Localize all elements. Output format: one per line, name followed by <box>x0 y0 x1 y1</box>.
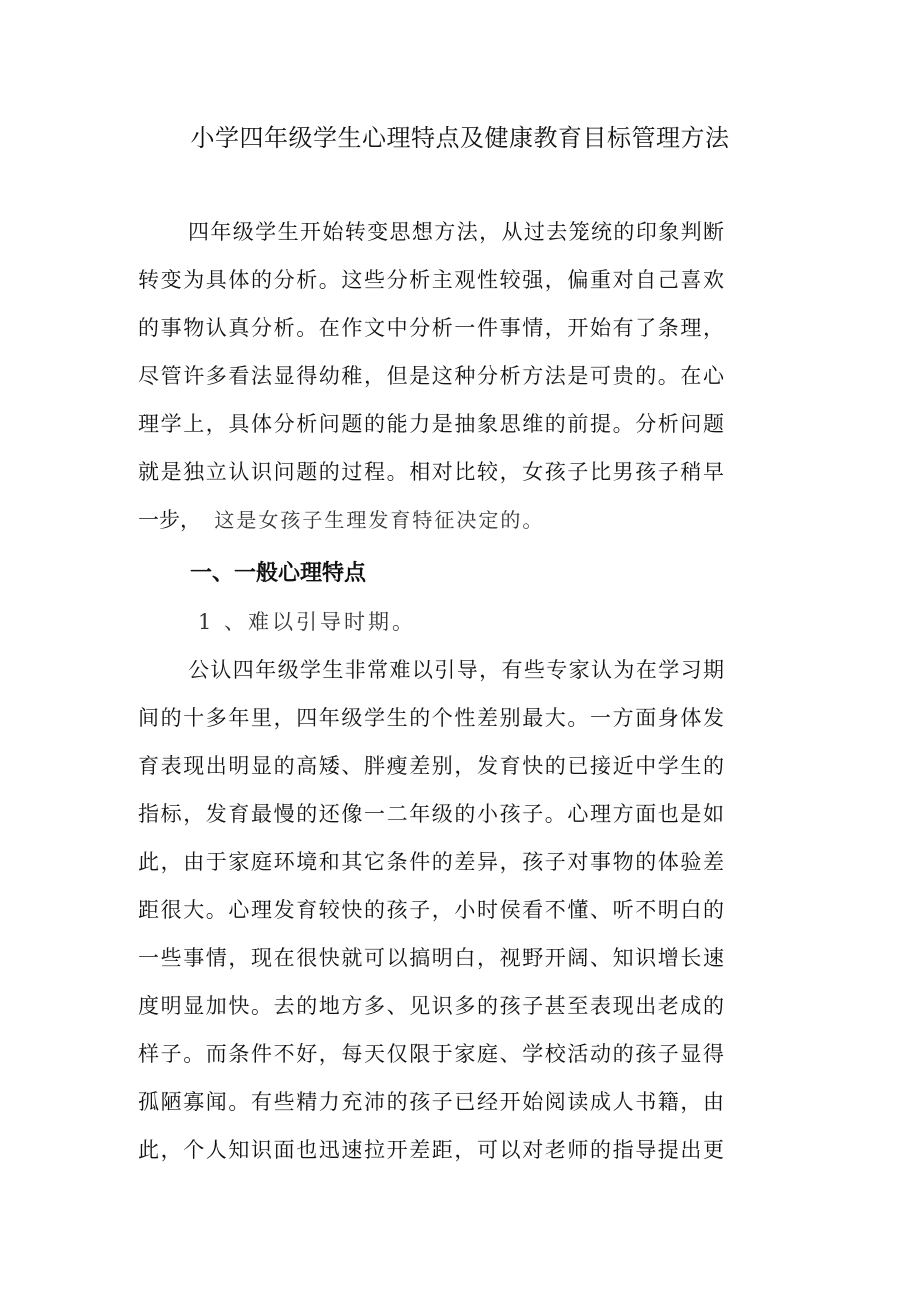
document-title: 小学四年级学生心理特点及健康教育目标管理方法 <box>190 124 730 152</box>
paragraph-line: 一些事情，现在很快就可以搞明白，视野开阔、知识增长速 <box>138 946 724 970</box>
paragraph-line: 孤陋寡闻。有些精力充沛的孩子已经开始阅读成人书籍，由 <box>138 1090 724 1114</box>
section-heading: 一、一般心理特点 <box>190 561 367 586</box>
paragraph-line: 指标，发育最慢的还像一二年级的小孩子。心理方面也是如 <box>138 802 724 826</box>
paragraph-line: 育表现出明显的高矮、胖瘦差别，发育快的已接近中学生的 <box>138 754 724 778</box>
paragraph-line: 度明显加快。去的地方多、见识多的孩子甚至表现出老成的 <box>138 994 724 1018</box>
subsection-heading: 1 、难以引导时期。 <box>198 610 417 634</box>
paragraph-line: 转变为具体的分析。这些分析主观性较强，偏重对自己喜欢 <box>138 268 724 292</box>
body-paragraph <box>138 646 724 1174</box>
paragraph-line: 的事物认真分析。在作文中分析一件事情，开始有了条理， <box>138 316 724 340</box>
paragraph-line: 此，个人知识面也迅速拉开差距，可以对老师的指导提出更 <box>138 1138 724 1162</box>
paragraph-line: 距很大。心理发育较快的孩子，小时侯看不懂、听不明白的 <box>138 898 724 922</box>
paragraph-line: 公认四年级学生非常难以引导，有些专家认为在学习期 <box>188 658 724 682</box>
paragraph-line: 此，由于家庭环境和其它条件的差异，孩子对事物的体验差 <box>138 850 724 874</box>
paragraph-text: 一步， <box>138 508 201 532</box>
paragraph-line: 理学上，具体分析问题的能力是抽象思维的前提。分析问题 <box>138 412 724 436</box>
paragraph-line: 间的十多年里，四年级学生的个性差别最大。一方面身体发 <box>138 706 724 730</box>
paragraph-line: 就是独立认识问题的过程。相对比较，女孩子比男孩子稍早 <box>138 460 724 484</box>
paragraph-last-line <box>138 496 724 544</box>
intro-paragraph <box>138 208 724 544</box>
paragraph-line: 样子。而条件不好，每天仅限于家庭、学校活动的孩子显得 <box>138 1042 724 1066</box>
paragraph-line: 四年级学生开始转变思想方法，从过去笼统的印象判断 <box>188 220 724 244</box>
paragraph-text-tail: 这是女孩子生理发育特征决定的。 <box>214 508 545 532</box>
paragraph-line: 尽管许多看法显得幼稚，但是这种分析方法是可贵的。在心 <box>138 364 724 388</box>
